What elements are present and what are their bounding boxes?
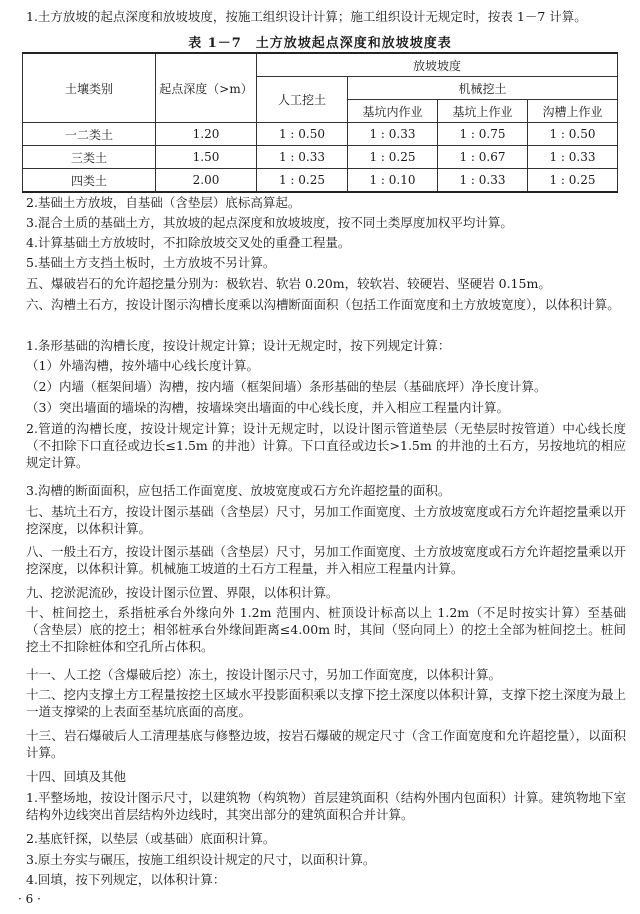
cell-soil: 一二类土	[23, 123, 156, 146]
para-15: 八、一般土石方，按设计图示基础（含垫层）尺寸，另加工作面宽度、土方放坡宽度或石方允许超挖量乘以开挖深度，以体积计算。机械施工坡道的土石方工程量，并入相应工程量内计算。	[26, 544, 627, 576]
para-4: 4.计算基础土方放坡时，不扣除放坡交叉处的重叠工程量。	[26, 235, 351, 250]
cell-on-trench: 1 : 0.50	[528, 123, 618, 146]
para-7: 六、沟槽土石方，按设计图示沟槽长度乘以沟槽断面面积（包括工作面宽度和土方放坡宽度），以体积计算。	[26, 297, 620, 312]
th-on-trench: 沟槽上作业	[528, 100, 618, 123]
para-12: 2.管道的沟槽长度，按设计规定计算；设计无规定时，以设计图示管道垫层（无垫层时按管道）中心线长度（不扣除下口直径或边长≤1.5m 的井池）计算。下口直径或边长>1.5m 的井池的土石方，另按地坑的相应规定计算。	[26, 421, 626, 470]
cell-on-trench: 1 : 0.25	[528, 169, 618, 193]
para-2: 2.基础土方放坡，自基础（含垫层）底标高算起。	[26, 195, 301, 210]
cell-on-pit: 1 : 0.33	[438, 169, 528, 193]
cell-on-trench: 1 : 0.33	[528, 146, 618, 169]
para-22: 1.平整场地，按设计图示尺寸，以建筑物（构筑物）首层建筑面积（结构外围内包面积）计算。建筑物地下室结构外边线突出首层结构外边线时，其突出部分的建筑面积合并计算。	[26, 790, 626, 822]
cell-depth: 1.50	[156, 146, 257, 169]
page-number: · 6 ·	[18, 892, 41, 906]
para-19: 十二、挖内支撑土方工程量按挖土区域水平投影面积乘以支撑下挖土深度以体积计算，支撑下挖土深度为最上一道支撑梁的上表面至基坑底面的高度。	[26, 687, 627, 719]
cell-soil: 四类土	[23, 169, 156, 193]
para-25: 4.回填，按下列规定，以体积计算：	[26, 872, 226, 887]
cell-manual: 1 : 0.25	[257, 169, 348, 193]
cell-manual: 1 : 0.33	[257, 146, 348, 169]
para-21: 十四、回填及其他	[26, 769, 127, 784]
cell-depth: 1.20	[156, 123, 257, 146]
para-18: 十一、人工挖（含爆破后挖）冻土，按设计图示尺寸，另加工作面宽度，以体积计算。	[26, 667, 502, 682]
para-20: 十三、岩石爆破后人工清理基底与修整边坡，按岩石爆破的规定尺寸（含工作面宽度和允许超挖量），以面积计算。	[26, 728, 626, 760]
th-manual: 人工挖土	[257, 77, 348, 123]
table-caption: 表 1－7 土方放坡起点深度和放坡坡度表	[188, 36, 452, 51]
para-13: 3.沟槽的断面面积，应包括工作面宽度、放坡宽度或石方允许超挖量的面积。	[26, 483, 451, 498]
cell-on-pit: 1 : 0.75	[438, 123, 528, 146]
cell-on-pit: 1 : 0.67	[438, 146, 528, 169]
para-6: 五、爆破岩石的允许超挖量分别为：极软岩、软岩 0.20m，较软岩、较硬岩、坚硬岩 0.15m。	[26, 276, 551, 291]
para-17: 十、桩间挖土，系指桩承台外缘向外 1.2m 范围内、桩顶设计标高以上 1.2m（不足时按实计算）至基础（含垫层）底的挖土；相邻桩承台外缘间距离≤4.00m 时，其间（竖向同上）的挖土全部为桩间挖土。桩间挖土不扣除桩体和空孔所占体积。	[26, 605, 626, 654]
para-10: （2）内墙（框架间墙）沟槽，按内墙（框架间墙）条形基础的垫层（基础底坪）净长度计算。	[26, 379, 547, 394]
para-14: 七、基坑土石方，按设计图示基础（含垫层）尺寸，另加工作面宽度、土方放坡宽度或石方允许超挖量乘以开挖深度，以体积计算。	[26, 504, 627, 536]
slope-table	[22, 52, 618, 193]
para-11: （3）突出墙面的墙垛的沟槽，按墙垛突出墙面的中心线长度，并入相应工程量内计算。	[26, 400, 509, 415]
para-3: 3.混合土质的基础土方，其放坡的起点深度和放坡坡度，按不同土类厚度加权平均计算。	[26, 215, 513, 230]
th-in-pit: 基坑内作业	[348, 100, 438, 123]
para-16: 九、挖淤泥流砂，按设计图示位置、界限，以体积计算。	[26, 585, 339, 600]
para-23: 2.基底钎探，以垫层（或基础）底面积计算。	[26, 831, 276, 846]
th-on-pit: 基坑上作业	[438, 100, 528, 123]
table-row	[23, 123, 618, 146]
para-24: 3.原土夯实与碾压，按施工组织设计规定的尺寸，以面积计算。	[26, 852, 376, 867]
th-slope: 放坡坡度	[257, 53, 618, 77]
th-depth: 起点深度（>m）	[156, 53, 257, 123]
cell-in-pit: 1 : 0.33	[348, 123, 438, 146]
th-soil: 土壤类别	[23, 53, 156, 123]
cell-manual: 1 : 0.50	[257, 123, 348, 146]
para-5: 5.基础土方支挡土板时，土方放坡不另计算。	[26, 255, 276, 270]
th-machine: 机械挖土	[348, 77, 618, 100]
para-1: 1.土方放坡的起点深度和放坡坡度，按施工组织设计计算；施工组织设计无规定时，按表 1－7 计算。	[26, 9, 587, 24]
para-9: （1）外墙沟槽，按外墙中心线长度计算。	[26, 358, 259, 373]
cell-in-pit: 1 : 0.25	[348, 146, 438, 169]
cell-depth: 2.00	[156, 169, 257, 193]
cell-soil: 三类土	[23, 146, 156, 169]
table-row	[23, 146, 618, 169]
cell-in-pit: 1 : 0.10	[348, 169, 438, 193]
table-row	[23, 169, 618, 193]
para-8: 1.条形基础的沟槽长度，按设计规定计算；设计无规定时，按下列规定计算：	[26, 338, 451, 353]
